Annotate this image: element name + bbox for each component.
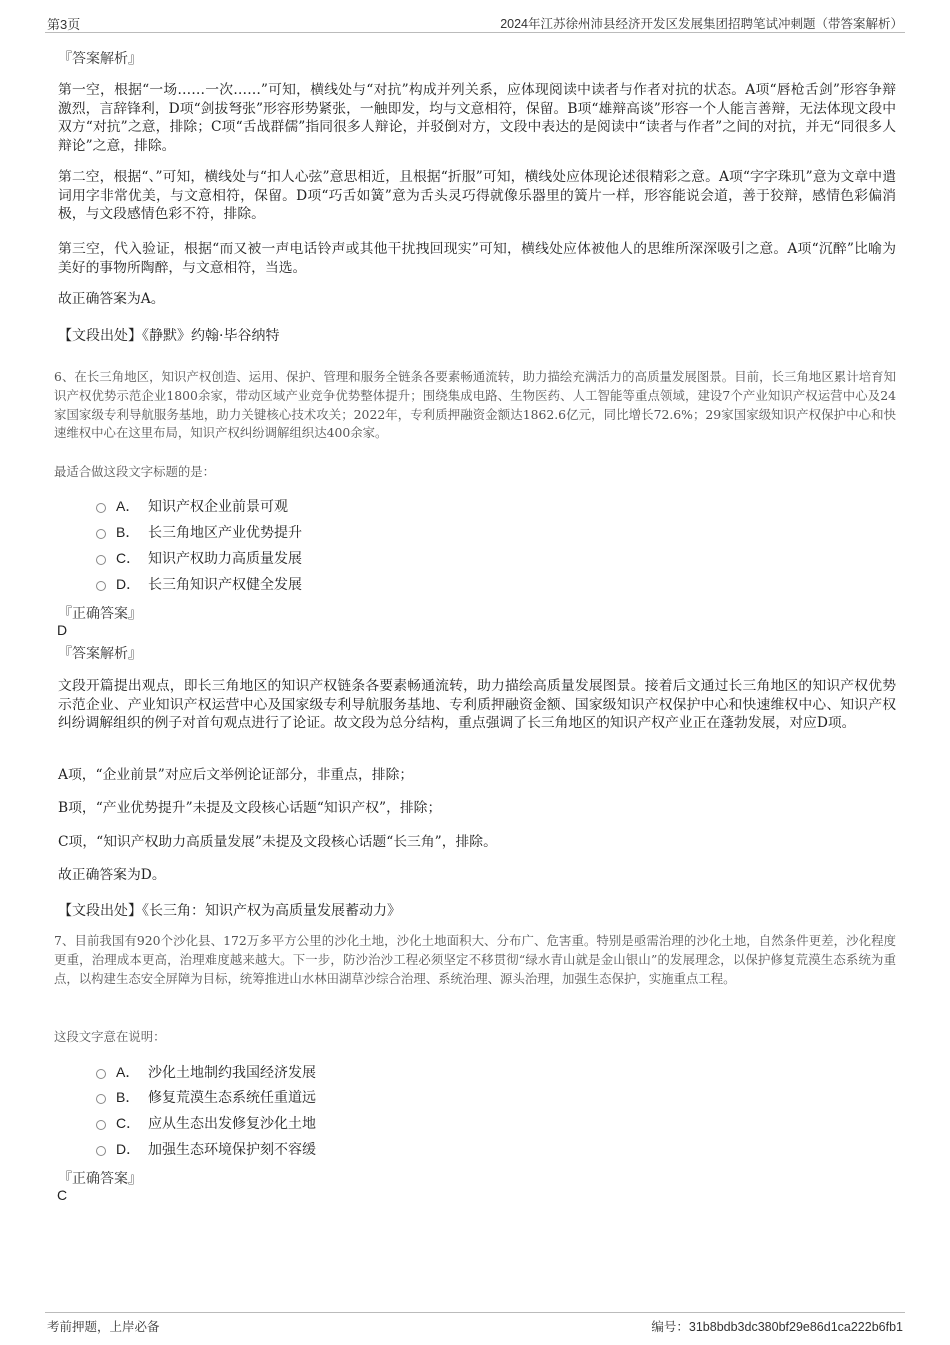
- radio-icon[interactable]: [96, 503, 106, 513]
- q6-option-a[interactable]: A． 知识产权企业前景可观: [96, 496, 288, 516]
- q7-option-d[interactable]: D． 加强生态环境保护刻不容缓: [96, 1139, 316, 1159]
- q6-analysis: 文段开篇提出观点，即长三角地区的知识产权链条各要素畅通流转，助力描绘高质量发展图景。接着后文通过长三角地区的知识产权优势示范企业、产业知识产权运营中心及国家级专利导航服务基地、专利质押融资金额、国家级知识产权保护中心和快速维权中心、知识产权纠纷调解组织的例子对首句观点进行了论证。故文段为总分结构，重点强调了长三角地区的知识产权产业正在蓬勃发展，对应D项。: [58, 678, 896, 731]
- q6-note-c: C项，“知识产权助力高质量发展”未提及文段核心话题“长三角”，排除。: [58, 834, 497, 850]
- question-7-prompt: 这段文字意在说明：: [54, 1029, 166, 1044]
- q6-correct-answer-heading: 『正确答案』: [58, 606, 142, 622]
- source-citation: 【文段出处】《静默》约翰·毕谷纳特: [58, 328, 280, 344]
- question-6-text: 6、在长三角地区，知识产权创造、运用、保护、管理和服务全链条各要素畅通流转，助力描绘充满活力的高质量发展图景。目前，长三角地区累计培育知识产权优势示范企业1800余家，带动区域产业竞争优势整体提升；围绕集成电路、生物医药、人工智能等重点领域，建设7个产业知识产权运营中心及24家国家级专利导航服务基地，助力关键核心技术攻关；2022年，专利质押融资金额达1862.6亿元，同比增长72.6%；29家国家级知识产权保护中心和快速维权中心在这里布局，知识产权纠纷调解组织达400余家。: [54, 369, 896, 441]
- q6-correct-answer: D: [57, 622, 68, 638]
- q7-option-b[interactable]: B． 修复荒漠生态系统任重道远: [96, 1087, 316, 1107]
- q6-analysis-heading: 『答案解析』: [58, 646, 142, 662]
- q7-correct-answer: C: [57, 1187, 68, 1203]
- q6-source-citation: 【文段出处】《长三角：知识产权为高质量发展蓄动力》: [58, 903, 401, 919]
- radio-icon[interactable]: [96, 1120, 106, 1130]
- radio-icon[interactable]: [96, 1146, 106, 1156]
- q7-option-a[interactable]: A． 沙化土地制约我国经济发展: [96, 1062, 316, 1082]
- footer-slogan: 考前押题，上岸必备: [47, 1319, 160, 1334]
- q7-option-c[interactable]: C． 应从生态出发修复沙化土地: [96, 1113, 316, 1133]
- analysis-paragraph-3: 第三空，代入验证，根据“而又被一声电话铃声或其他干扰拽回现实”可知，横线处应体被他人的思维所深深吸引之意。A项“沉醉”比喻为美好的事物所陶醉，与文意相符，当选。: [58, 241, 896, 276]
- q7-correct-answer-heading: 『正确答案』: [58, 1171, 142, 1187]
- question-7-text: 7、目前我国有920个沙化县、172万多平方公里的沙化土地，沙化土地面积大、分布广、危害重。特别是亟需治理的沙化土地，自然条件更差，沙化程度更重，治理成本更高，治理难度越来越大。下一步，防沙治沙工程必须坚定不移贯彻“绿水青山就是金山银山”的发展理念，以保护修复荒漠生态系统为重点，以构建生态安全屏障为目标，统筹推进山水林田湖草沙综合治理、系统治理、源头治理，加强生态保护，实施重点工程。: [54, 933, 896, 986]
- page-number: 第3页: [47, 17, 81, 32]
- radio-icon[interactable]: [96, 581, 106, 591]
- answer-analysis-heading: 『答案解析』: [58, 51, 142, 67]
- radio-icon[interactable]: [96, 529, 106, 539]
- radio-icon[interactable]: [96, 1069, 106, 1079]
- document-id: 编号：31b8bdb3dc380bf29e86d1ca222b6fb1: [651, 1320, 903, 1334]
- q6-note-a: A项，“企业前景”对应后文举例论证部分，非重点，排除；: [58, 767, 414, 783]
- q6-conclusion: 故正确答案为D。: [58, 867, 166, 883]
- q6-note-b: B项，“产业优势提升”未提及文段核心话题“知识产权”，排除；: [58, 800, 442, 816]
- analysis-paragraph-1: 第一空，根据“一场……一次……”可知，横线处与“对抗”构成并列关系，应体现阅读中读者与作者对抗的状态。A项“唇枪舌剑”形容争辩激烈，言辞锋利，D项“剑拔弩张”形容形势紧张，一触即发，均与文意相符，保留。B项“雄辩高谈”形容一个人能言善辩，无法体现文段中双方“对抗”之意，排除；C项“舌战群儒”指同很多人辩论，并驳倒对方，文段中表达的是阅读中“读者与作者”之间的对抗，并无“同很多人辩论”之意，排除。: [58, 82, 896, 154]
- radio-icon[interactable]: [96, 555, 106, 565]
- analysis-paragraph-2: 第二空，根据“、”可知，横线处与“扣人心弦”意思相近，且根据“折服”可知，横线处应体现论述很精彩之意。A项“字字珠玑”意为文章中遣词用字非常优美，与文意相符，保留。D项“巧舌如簧”意为舌头灵巧得就像乐器里的簧片一样，形容能说会道，善于狡辩，感情色彩偏消极，与文段感情色彩不符，排除。: [58, 169, 896, 222]
- page-footer: [45, 1312, 905, 1335]
- q6-option-d[interactable]: D． 长三角知识产权健全发展: [96, 574, 302, 594]
- conclusion: 故正确答案为A。: [58, 291, 165, 307]
- q6-option-c[interactable]: C． 知识产权助力高质量发展: [96, 548, 302, 568]
- q6-option-b[interactable]: B． 长三角地区产业优势提升: [96, 522, 302, 542]
- page-header: [45, 12, 905, 33]
- radio-icon[interactable]: [96, 1094, 106, 1104]
- question-6-prompt: 最适合做这段文字标题的是：: [54, 464, 216, 479]
- document-title: 2024年江苏徐州沛县经济开发区发展集团招聘笔试冲刺题（带答案解析）: [500, 17, 903, 31]
